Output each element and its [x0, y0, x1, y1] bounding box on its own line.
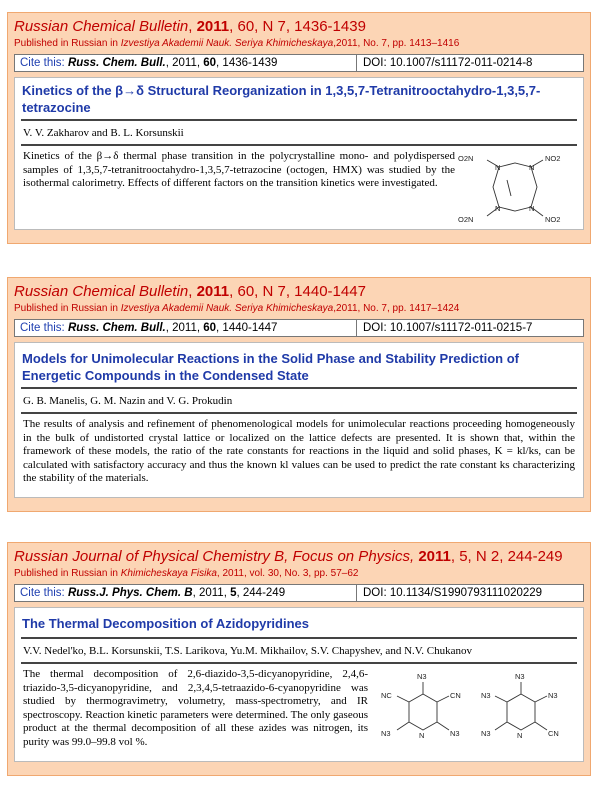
fig-label: NO2: [545, 215, 561, 224]
journal-volume: , 5, N 2, 244-249: [450, 548, 563, 565]
cite-pages: , 1440-1447: [216, 322, 278, 334]
azidopyridine-structures-icon: [371, 668, 576, 764]
journal-header: Russian Chemical Bulletin, 2011, 60, N 7, 1440-1447: [14, 283, 366, 300]
published-suffix: , 2011, vol. 30, No. 3, pp. 57–62: [216, 568, 359, 579]
cite-label: Cite this:: [20, 57, 65, 69]
authors: G. B. Manelis, G. M. Nazin and V. G. Prokudin: [23, 395, 233, 407]
cite-label: Cite this:: [20, 587, 65, 599]
abstract-area: [15, 664, 583, 770]
fig-label: N: [529, 163, 535, 172]
fig-label: O2N: [458, 154, 474, 163]
article-title[interactable]: Models for Unimolecular Reactions in the Solid Phase and Stability Prediction of Energetic Compounds in the Condensed State: [22, 351, 519, 383]
fig-label: O2N: [458, 215, 474, 224]
fig-label: N3: [480, 729, 491, 738]
cite-pages: , 244-249: [236, 587, 286, 599]
citation-box: [14, 584, 357, 602]
journal-year: 2011: [418, 548, 451, 565]
fig-label: N: [516, 731, 522, 740]
fig-label: N3: [449, 729, 460, 738]
fig-label: N: [418, 731, 424, 740]
journal-name[interactable]: Russian Chemical Bulletin: [14, 283, 189, 300]
published-suffix: ,2011, No. 7, pp. 1413–1416: [333, 38, 460, 49]
cite-year: , 2011,: [165, 57, 204, 69]
abstract-area: [15, 414, 583, 492]
abstract: Kinetics of the β→δ thermal phase transition in the polycrystalline mono- and polydispersed samples of 1,3,5,7-tetranitrooctahydro-1,3,5,7-tetrazocine (octogen, HMX) was studied by the isothermal calorimetry. Effects of different factors on the transition kinetics were investigated.: [23, 150, 455, 189]
citation-row: [14, 54, 584, 72]
cite-pages: , 1436-1439: [216, 57, 278, 69]
journal-volume: , 60, N 7, 1436-1439: [229, 18, 366, 35]
octogen-structure-icon: [455, 150, 575, 228]
fig-label: N: [529, 204, 535, 213]
fig-label: N3: [480, 691, 491, 700]
cite-journal: Russ. Chem. Bull.: [67, 57, 166, 69]
authors: V. V. Zakharov and B. L. Korsunskii: [23, 127, 184, 139]
published-in: [14, 37, 584, 50]
cite-label: Cite this:: [20, 322, 65, 334]
published-source: Izvestiya Akademii Nauk. Seriya Khimicheskaya: [120, 303, 334, 314]
article-body: [14, 342, 584, 498]
fig-label: N: [495, 204, 501, 213]
azidopyridine-structures-figure: [368, 668, 578, 764]
published-in: [14, 302, 584, 315]
published-prefix: Published in Russian in: [14, 303, 121, 314]
doi-box[interactable]: DOI: 10.1007/s11172-011-0214-8: [357, 54, 584, 72]
journal-name[interactable]: Russian Journal of Physical Chemistry: [14, 548, 270, 565]
fig-label: N3: [416, 672, 427, 681]
citation-box: [14, 319, 357, 337]
fig-label: NC: [380, 691, 392, 700]
article-title[interactable]: Kinetics of the β→δ Structural Reorganization in 1,3,5,7-Tetranitrooctahydro-1,3,5,7-tetrazocine: [22, 83, 541, 115]
journal-tail: B, Focus on Physics,: [269, 548, 419, 565]
article-card: [7, 542, 591, 776]
fig-label: N: [495, 163, 501, 172]
cite-volume: 60: [203, 57, 217, 69]
citation-row: [14, 584, 584, 602]
cite-volume: 5: [230, 587, 237, 599]
cite-volume: 60: [203, 322, 217, 334]
article-card: [7, 12, 591, 244]
journal-year: 2011: [196, 283, 230, 300]
published-suffix: ,2011, No. 7, pp. 1417–1424: [333, 303, 460, 314]
fig-label: N3: [514, 672, 525, 681]
fig-label: CN: [449, 691, 461, 700]
cite-journal: Russ. Chem. Bull.: [67, 322, 166, 334]
cite-year: , 2011,: [165, 322, 204, 334]
journal-name[interactable]: Russian Chemical Bulletin: [14, 18, 189, 35]
citation-row: [14, 319, 584, 337]
doi-box[interactable]: DOI: 10.1007/s11172-011-0215-7: [357, 319, 584, 337]
cite-year: , 2011,: [192, 587, 231, 599]
fig-label: NO2: [545, 154, 561, 163]
fig-label: N3: [547, 691, 558, 700]
fig-label: CN: [547, 729, 559, 738]
published-prefix: Published in Russian in: [14, 38, 121, 49]
octogen-structure-figure: [455, 150, 575, 228]
journal-header: Russian Chemical Bulletin, 2011, 60, N 7, 1436-1439: [14, 18, 366, 35]
published-prefix: Published in Russian in: [14, 568, 121, 579]
article-card: [7, 277, 591, 512]
abstract: The results of analysis and refinement of phenomenological models for unimolecular reactions proceeding homogeneously in the bulk of undistorted crystal lattice or localized on the lattice defects are presented. It is shown that, within the framework of these models, the ratio of the rate constants for reactions in the liquid and solid phases, K = kl/ks, can be calculated with satisfactory accuracy and thus the known kl values can be used to predict the rate constant ks characterizing the stability of the materials.: [23, 418, 575, 484]
journal-header: [14, 548, 584, 566]
journal-volume: , 60, N 7, 1440-1447: [229, 283, 366, 300]
published-source: Izvestiya Akademii Nauk. Seriya Khimicheskaya: [120, 38, 334, 49]
fig-label: N3: [380, 729, 391, 738]
article-body: [14, 607, 584, 762]
article-title[interactable]: The Thermal Decomposition of Azidopyridines: [22, 616, 309, 631]
journal-year: 2011: [196, 18, 230, 35]
published-source: Khimicheskaya Fisika: [120, 568, 217, 579]
citation-box: [14, 54, 357, 72]
authors: V.V. Nedel'ko, B.L. Korsunskii, T.S. Larikova, Yu.M. Mikhailov, S.V. Chapyshev, and N.V. Chukanov: [23, 645, 473, 657]
abstract-area: [15, 146, 583, 234]
published-in: [14, 567, 584, 580]
article-body: [14, 77, 584, 230]
cite-journal: Russ.J. Phys. Chem. B: [67, 587, 193, 599]
doi-box[interactable]: DOI: 10.1134/S1990793111020229: [357, 584, 584, 602]
abstract: The thermal decomposition of 2,6-diazido-3,5-dicyanopyridine, 2,4,6-triazido-3,5-dicyanopyridine, and 2,3,4,5-tetraazido-6-cyanopyridine was studied by thermogravimetry, volumetry, mass-spectrometry, and IR spectroscopy. Reaction kinetic parameters were determined. The only gaseous product at the thermal decomposition of all these azides was nitrogen, its purity was 99.0–99.8 vol %.: [23, 668, 368, 748]
